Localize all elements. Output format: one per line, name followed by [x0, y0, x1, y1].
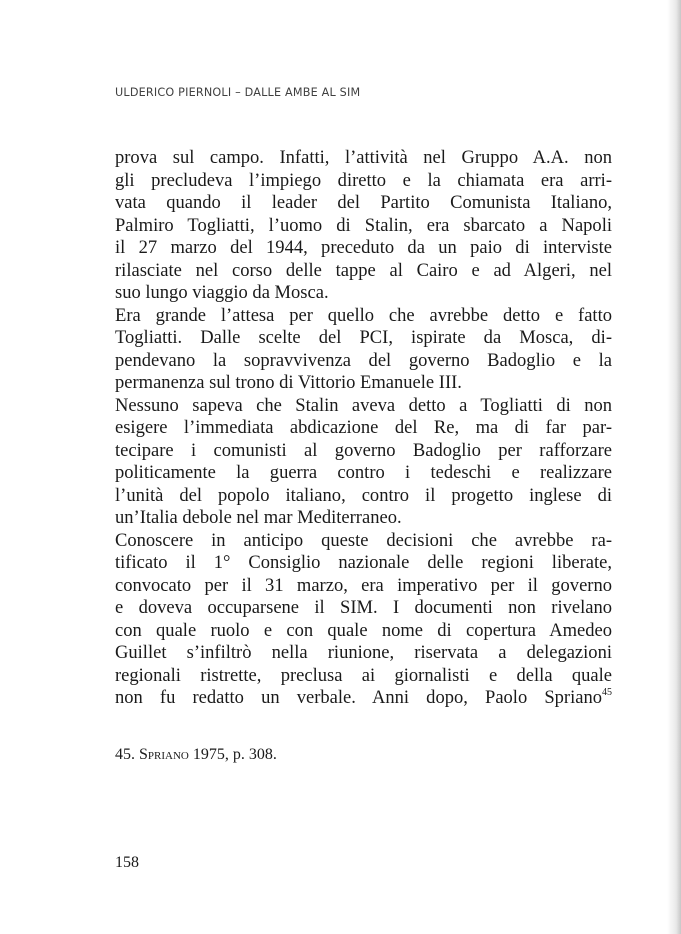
text-line-content: rilasciate nel corso delle tappe al Cairo e ad Algeri, nel	[115, 259, 612, 281]
text-line	[115, 665, 612, 688]
text-line	[115, 282, 612, 305]
running-head: ULDERICO PIERNOLI – DALLE AMBE AL SIM	[115, 86, 361, 99]
page-number: 158	[115, 854, 139, 871]
text-line-content: con quale ruolo e con quale nome di copertura Amedeo	[115, 619, 612, 641]
text-line	[115, 395, 612, 418]
text-line	[115, 350, 612, 373]
text-line-content: un’Italia debole nel mar Mediterraneo.	[115, 507, 402, 528]
text-line-content: Conoscere in anticipo queste decisioni che avrebbe ra-	[115, 529, 612, 551]
text-line	[115, 552, 612, 575]
text-line-content: politicamente la guerra contro i tedeschi e realizzare	[115, 462, 612, 483]
text-line-content: Nessuno sapeva che Stalin aveva detto a Togliatti di non	[115, 394, 612, 416]
text-line	[115, 485, 612, 508]
text-line-content: esigere l’immediata abdicazione del Re, ma di far par-	[115, 417, 612, 438]
text-line	[115, 305, 612, 328]
text-line-content: Togliatti. Dalle scelte del PCI, ispirate da Mosca, di-	[115, 327, 612, 348]
footnote-reference-marker: 45	[602, 687, 612, 698]
text-line	[115, 530, 612, 553]
text-line	[115, 440, 612, 463]
text-line-content: Era grande l’attesa per quello che avrebbe detto e fatto	[115, 304, 612, 326]
text-line-content: Palmiro Togliatti, l’uomo di Stalin, era sbarcato a Napoli	[115, 214, 612, 236]
text-line-content: vata quando il leader del Partito Comunista Italiano,	[115, 192, 612, 213]
footnote-number: 45.	[115, 746, 135, 763]
text-line	[115, 215, 612, 238]
text-line	[115, 687, 612, 710]
text-line	[115, 147, 612, 170]
text-line	[115, 620, 612, 643]
text-line	[115, 507, 612, 530]
text-line	[115, 260, 612, 283]
text-line	[115, 417, 612, 440]
text-line-content: tificato il 1° Consiglio nazionale delle regioni liberate,	[115, 552, 612, 573]
text-line	[115, 462, 612, 485]
text-line-content: non fu redatto un verbale. Anni dopo, Paolo Spriano	[115, 687, 602, 708]
footnote-reference: 1975, p. 308.	[192, 746, 277, 763]
footnote-author: Spriano	[139, 746, 189, 763]
text-line-content: permanenza sul trono di Vittorio Emanuele III.	[115, 372, 462, 393]
text-line	[115, 372, 612, 395]
text-line-content: tecipare i comunisti al governo Badoglio per rafforzare	[115, 439, 612, 461]
text-line-content: e doveva occuparsene il SIM. I documenti non rivelano	[115, 597, 612, 618]
text-line	[115, 192, 612, 215]
body-text	[115, 147, 612, 710]
text-line	[115, 597, 612, 620]
text-line	[115, 575, 612, 598]
text-line-content: il 27 marzo del 1944, preceduto da un paio di interviste	[115, 237, 612, 258]
text-line-content: l’unità del popolo italiano, contro il progetto inglese di	[115, 484, 612, 506]
text-line-content: regionali ristrette, preclusa ai giornalisti e della quale	[115, 664, 612, 686]
text-line-content: suo lungo viaggio da Mosca.	[115, 282, 329, 303]
footnote	[115, 746, 277, 764]
text-line-content: gli precludeva l’impiego diretto e la chiamata era arri-	[115, 169, 612, 191]
page-edge-shadow	[667, 0, 681, 934]
text-line	[115, 327, 612, 350]
text-line	[115, 170, 612, 193]
text-line-content: prova sul campo. Infatti, l’attività nel Gruppo A.A. non	[115, 147, 612, 168]
text-line	[115, 237, 612, 260]
text-line-content: convocato per il 31 marzo, era imperativo per il governo	[115, 574, 612, 596]
text-line	[115, 642, 612, 665]
text-line-content: Guillet s’infiltrò nella riunione, riservata a delegazioni	[115, 642, 612, 663]
text-line-content: pendevano la sopravvivenza del governo Badoglio e la	[115, 349, 612, 371]
